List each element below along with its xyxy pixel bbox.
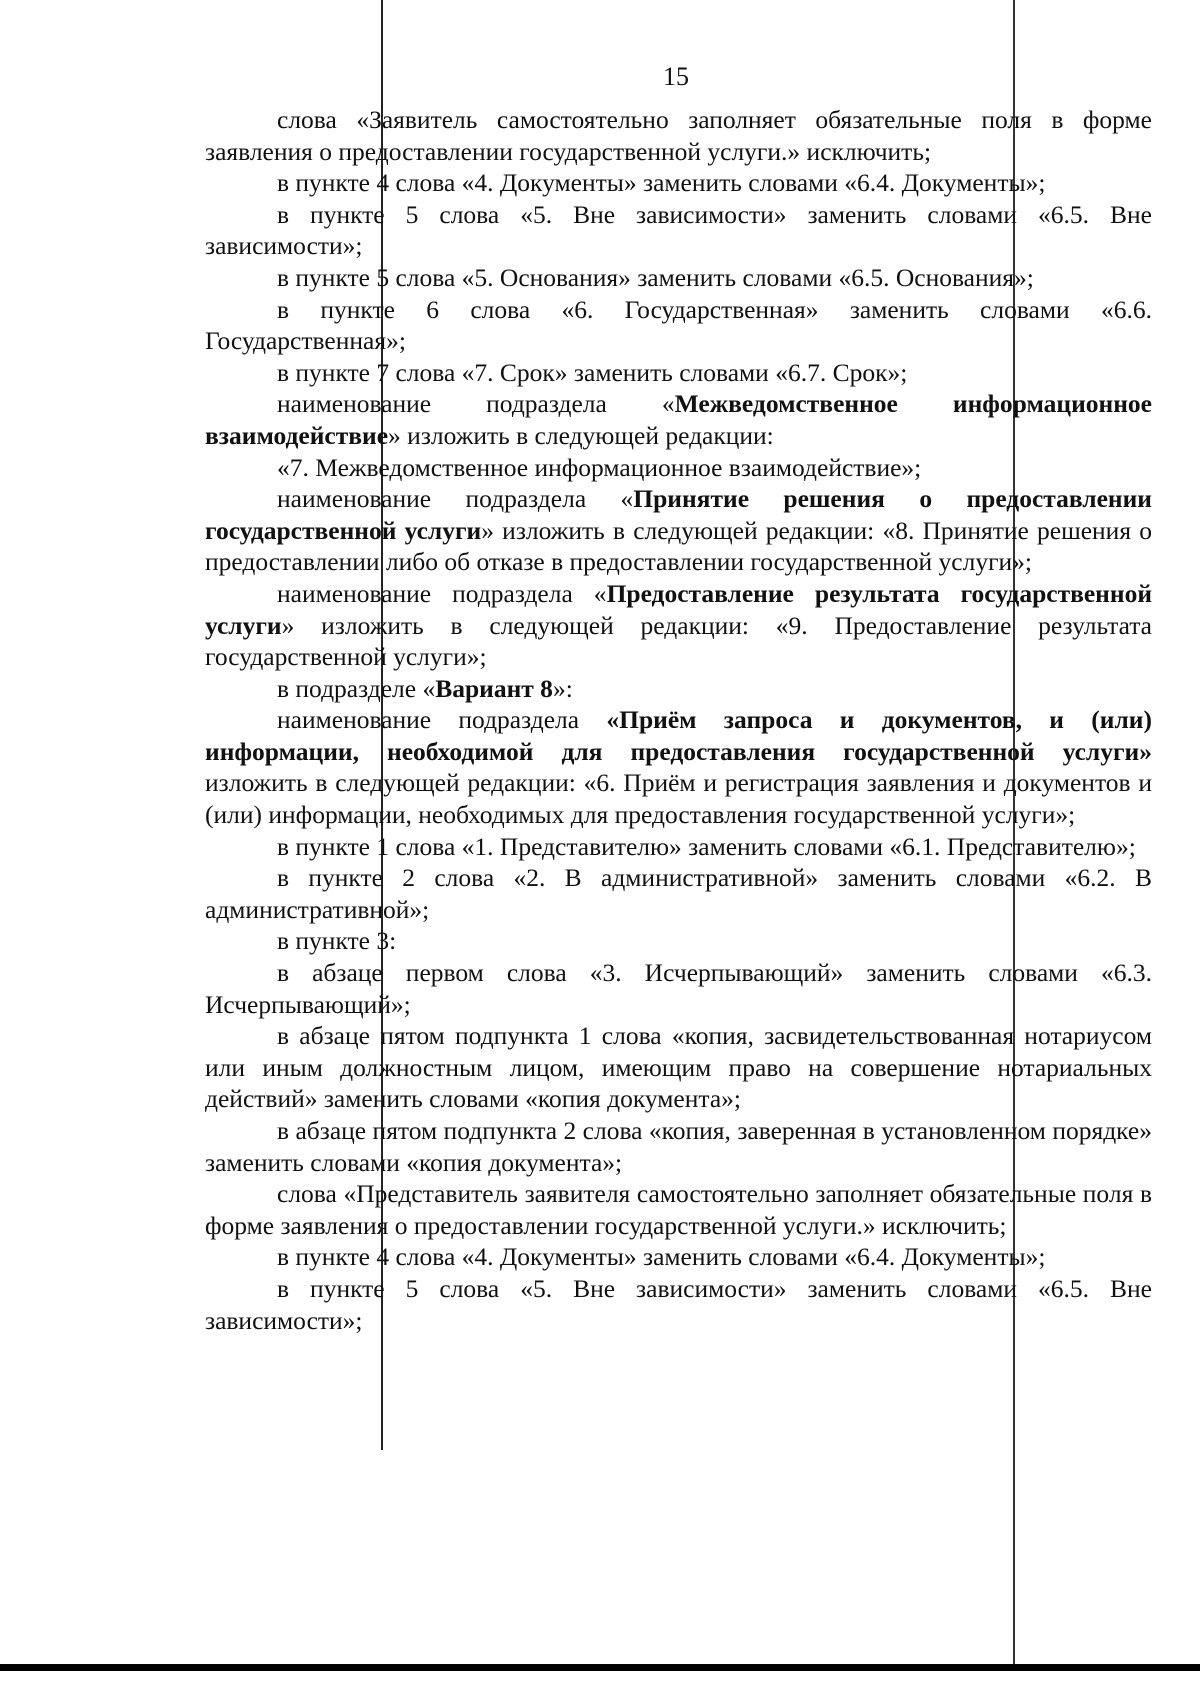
paragraph [205, 831, 1152, 863]
text-run: »: [552, 673, 573, 703]
text-run: в подразделе « [277, 673, 436, 703]
paragraph [205, 262, 1152, 294]
text-run: в пункте 4 слова «4. Документы» заменить словами «6.4. Документы»; [277, 1242, 1046, 1272]
text-run: наименование подраздела « [277, 484, 634, 514]
paragraph [205, 1178, 1152, 1241]
bold-text: «Приём запроса и документов, и (или) информации, необходимой для предоставления государственной услуги» [205, 705, 1152, 766]
text-run: наименование подраздела [277, 705, 607, 735]
paragraph [205, 1115, 1152, 1178]
text-run: » изложить в следующей редакции: «8. Принятие решения о предоставлении либо об отказе в предоставлении государственной услуги»; [205, 515, 1152, 577]
text-run: в пункте 7 слова «7. Срок» заменить словами «6.7. Срок»; [277, 357, 908, 387]
text-run: в пункте 2 слова «2. В административной» заменить словами «6.2. В административной»; [205, 863, 1152, 924]
text-run: в абзаце пятом подпункта 1 слова «копия, засвидетельствованная нотариусом или иным должностным лицом, имеющим право на совершение нотариальных действий» заменить словами «копия документа»; [205, 1021, 1152, 1114]
paragraph [205, 452, 1152, 484]
paragraph [205, 957, 1152, 1020]
paragraph [205, 1020, 1152, 1115]
document-body [205, 104, 1152, 1336]
text-run: «7. Межведомственное информационное взаимодействие»; [277, 452, 922, 482]
text-run: изложить в следующей редакции: «6. Приём и регистрация заявления и документов и (или) информации, необходимых для предоставления государственной услуги»; [205, 768, 1152, 830]
text-run: слова «Представитель заявителя самостоятельно заполняет обязательные поля в форме заявления о предоставлении государственной услуги.» исключить; [205, 1179, 1152, 1240]
paragraph [205, 357, 1152, 389]
paragraph [205, 167, 1152, 199]
paragraph [205, 578, 1152, 673]
paragraph [205, 862, 1152, 925]
paragraph [205, 1273, 1152, 1336]
paragraph [205, 388, 1152, 451]
text-run: в пункте 5 слова «5. Вне зависимости» заменить словами «6.5. Вне зависимости»; [205, 199, 1152, 261]
bold-text: Предоставление результата государственной услуги [205, 578, 1153, 640]
text-run: в пункте 5 слова «5. Вне зависимости» заменить словами «6.5. Вне зависимости»; [205, 1273, 1152, 1335]
page-number: 15 [663, 62, 689, 91]
paragraph [205, 483, 1152, 578]
text-run: в пункте 3: [277, 926, 397, 956]
paragraph [205, 673, 1152, 705]
paragraph [205, 1241, 1152, 1273]
text-run: в пункте 1 слова «1. Представителю» заменить словами «6.1. Представителю»; [277, 831, 1136, 861]
text-run: в пункте 5 слова «5. Основания» заменить словами «6.5. Основания»; [277, 262, 1034, 292]
bold-text: Межведомственное информационное взаимодействие [205, 389, 1153, 450]
text-run: » изложить в следующей редакции: [388, 420, 774, 450]
bold-text: Принятие решения о предоставлении государственной услуги [205, 484, 1153, 545]
text-run: » изложить в следующей редакции: «9. Предоставление результата государственной услуги»; [205, 610, 1152, 672]
text-run: в абзаце пятом подпункта 2 слова «копия, заверенная в установленном порядке» заменить словами «копия документа»; [205, 1116, 1152, 1177]
paragraph [205, 704, 1152, 830]
paragraph [205, 294, 1152, 357]
paragraph [205, 199, 1152, 262]
text-run: в абзаце первом слова «3. Исчерпывающий» заменить словами «6.3. Исчерпывающий»; [205, 958, 1152, 1019]
text-run: наименование подраздела « [277, 389, 675, 419]
text-run: слова «Заявитель самостоятельно заполняет обязательные поля в форме заявления о предоставлении государственной услуги.» исключить; [205, 105, 1152, 166]
scan-artifact-bottom-bar [0, 1664, 1200, 1671]
paragraph [205, 104, 1152, 167]
bold-text: Вариант 8 [435, 673, 553, 703]
text-run: в пункте 4 слова «4. Документы» заменить словами «6.4. Документы»; [277, 168, 1046, 198]
text-run: наименование подраздела « [277, 578, 607, 608]
text-run: в пункте 6 слова «6. Государственная» заменить словами «6.6. Государственная»; [205, 294, 1152, 356]
paragraph [205, 925, 1152, 957]
